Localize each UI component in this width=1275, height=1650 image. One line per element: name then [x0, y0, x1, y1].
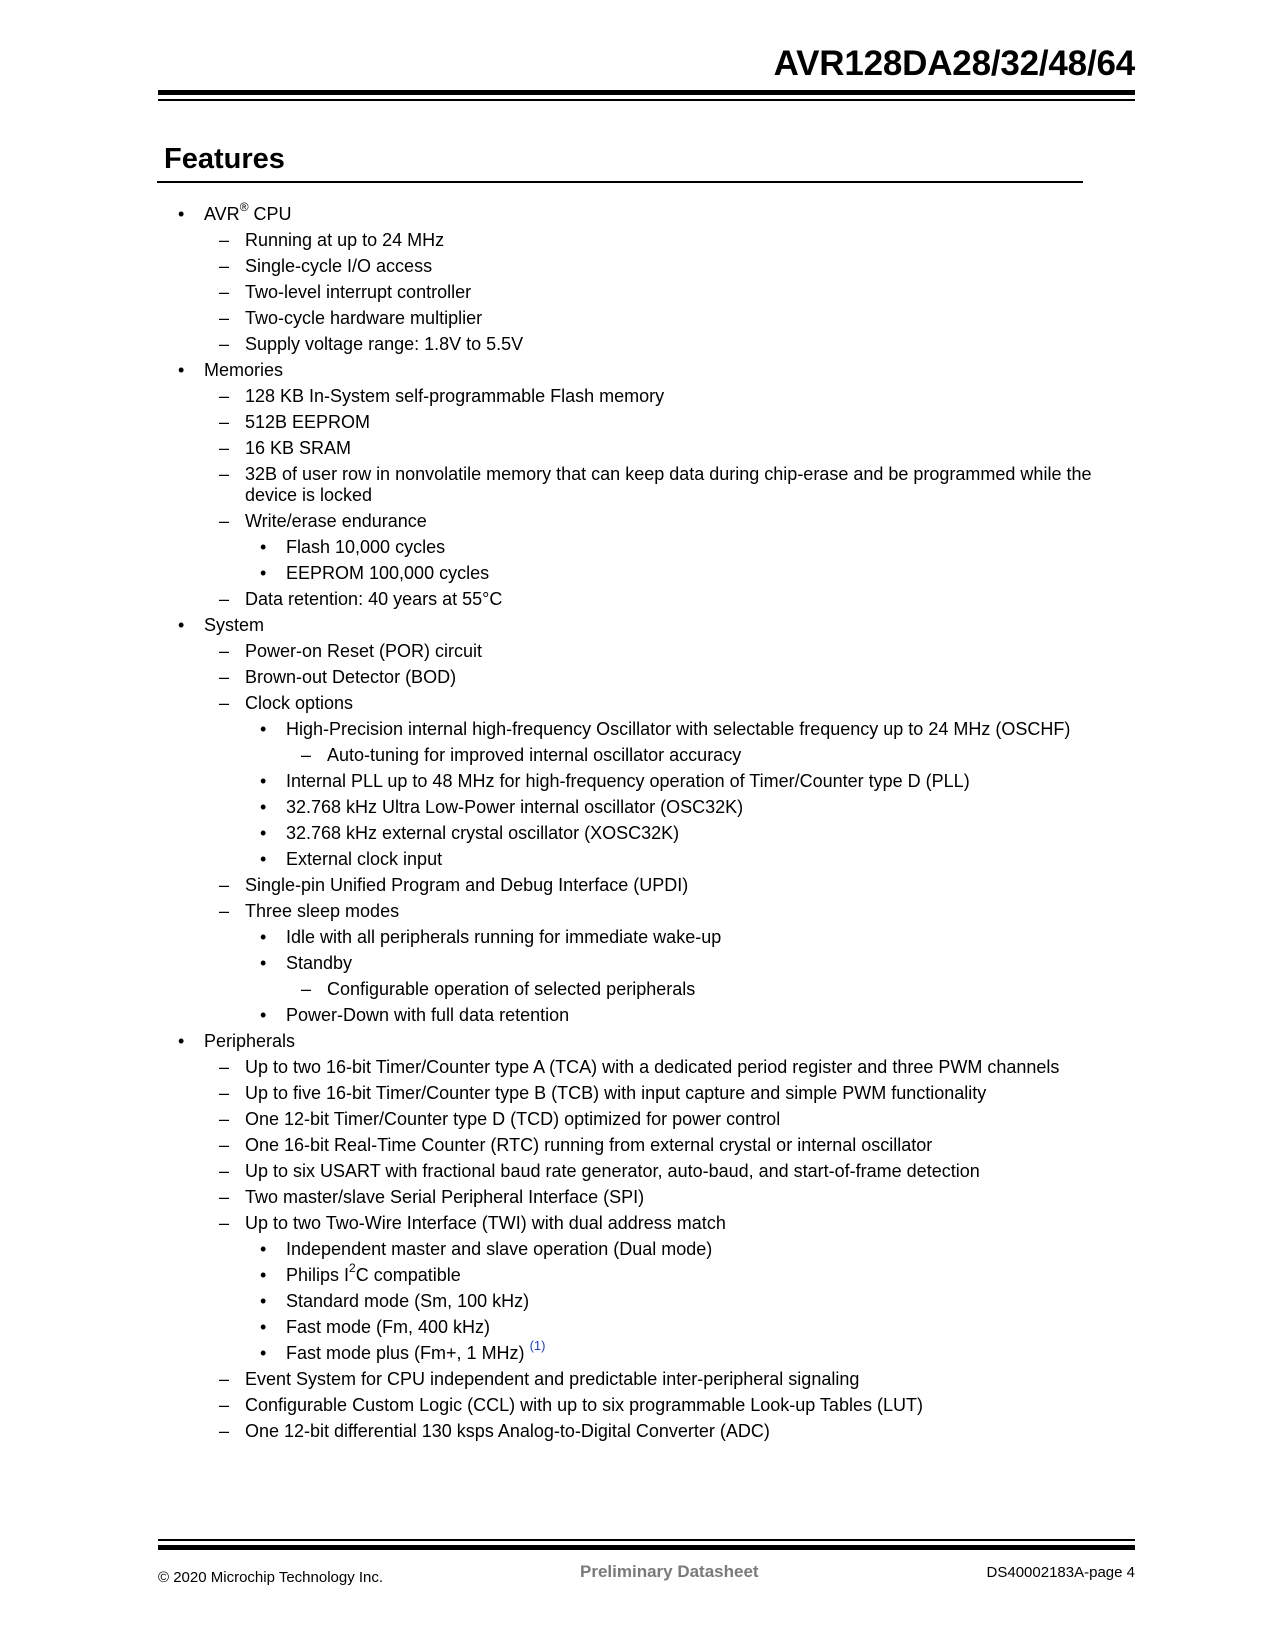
dash-marker: –: [219, 230, 230, 250]
list-item: [0, 589, 1275, 615]
list-item-text: EEPROM 100,000 cycles: [286, 563, 490, 583]
list-item-text: Peripherals: [204, 1031, 296, 1051]
list-item: [0, 771, 1275, 797]
list-item-text: One 12-bit Timer/Counter type D (TCD) optimized for power control: [245, 1109, 781, 1129]
dash-marker: –: [219, 589, 230, 609]
dash-marker: –: [219, 693, 230, 713]
dash-marker: –: [219, 875, 230, 895]
list-item-text: Two master/slave Serial Peripheral Interface (SPI): [245, 1187, 645, 1207]
list-item-text: Memories: [204, 360, 284, 380]
dash-marker: –: [219, 386, 230, 406]
list-item: [0, 953, 1275, 979]
dash-marker: –: [219, 1083, 230, 1103]
copyright: © 2020 Microchip Technology Inc.: [158, 1569, 384, 1586]
list-item-text: Flash 10,000 cycles: [286, 537, 446, 557]
list-item: [0, 230, 1275, 256]
dash-marker: –: [219, 641, 230, 661]
header-rule-thick: [158, 90, 1135, 95]
list-item-text: 32B of user row in nonvolatile memory that can keep data during chip-erase and be programmed while the device is locked: [245, 464, 1092, 505]
bullet-marker: •: [260, 537, 267, 557]
page-number: DS40002183A-page 4: [986, 1564, 1135, 1581]
registered-mark: ®: [239, 200, 249, 214]
list-item-text: Standard mode (Sm, 100 kHz): [286, 1291, 530, 1311]
bullet-marker: •: [178, 1031, 185, 1051]
list-item-text: Up to six USART with fractional baud rate generator, auto-baud, and start-of-frame detection: [245, 1161, 980, 1181]
dash-marker: –: [219, 1421, 230, 1441]
list-item: [0, 1421, 1275, 1447]
list-item: [0, 693, 1275, 719]
superscript-2: 2: [349, 1261, 356, 1275]
list-item: [0, 1317, 1275, 1343]
list-item: [0, 1291, 1275, 1317]
dash-marker: –: [219, 901, 230, 921]
dash-marker: –: [219, 1109, 230, 1129]
list-item-text: Running at up to 24 MHz: [245, 230, 445, 250]
bullet-marker: •: [260, 797, 267, 817]
list-item: [0, 979, 1275, 1005]
list-item-text: Idle with all peripherals running for immediate wake-up: [286, 927, 722, 947]
bullet-marker: •: [260, 1239, 267, 1259]
bullet-marker: •: [178, 204, 185, 224]
section-rule: [157, 181, 1083, 183]
list-item-text: Power-on Reset (POR) circuit: [245, 641, 483, 661]
list-item: [0, 1338, 1275, 1369]
features-list: [0, 200, 1275, 1447]
list-item-text: Write/erase endurance: [245, 511, 427, 531]
footer-rule-thin: [158, 1539, 1135, 1541]
list-item: [0, 927, 1275, 953]
list-item: [0, 334, 1275, 360]
list-item-text: Two-cycle hardware multiplier: [245, 308, 483, 328]
dash-marker: –: [219, 1213, 230, 1233]
bullet-marker: •: [260, 1265, 267, 1285]
footer-rule-thick: [158, 1545, 1135, 1550]
list-item: [0, 875, 1275, 901]
list-item: [0, 1261, 1275, 1291]
list-item-text: 16 KB SRAM: [245, 438, 352, 458]
list-item: [0, 563, 1275, 589]
list-item-system: [0, 615, 1275, 641]
list-item: [0, 1213, 1275, 1239]
list-item: [0, 511, 1275, 537]
list-item: [0, 1057, 1275, 1083]
list-item-text: One 16-bit Real-Time Counter (RTC) running from external crystal or internal oscillator: [245, 1135, 933, 1155]
dash-marker: –: [219, 1187, 230, 1207]
list-item: [0, 1395, 1275, 1421]
dash-marker: –: [219, 412, 230, 432]
dash-marker: –: [219, 334, 230, 354]
bullet-marker: •: [260, 771, 267, 791]
list-item-text: Clock options: [245, 693, 354, 713]
list-item-text: Independent master and slave operation (Dual mode): [286, 1239, 713, 1259]
bullet-marker: •: [260, 953, 267, 973]
list-item: [0, 438, 1275, 464]
philips-text-b: C compatible: [355, 1265, 461, 1285]
list-item: [0, 719, 1275, 745]
dash-marker: –: [219, 1057, 230, 1077]
dash-marker: –: [219, 511, 230, 531]
list-item-text: 128 KB In-System self-programmable Flash memory: [245, 386, 665, 406]
cpu-label-suffix: CPU: [248, 204, 292, 224]
dash-marker: –: [219, 1135, 230, 1155]
list-item: [0, 1109, 1275, 1135]
bullet-marker: •: [260, 1291, 267, 1311]
bullet-marker: •: [178, 360, 185, 380]
list-item: [0, 1239, 1275, 1265]
footnote-link[interactable]: (1): [529, 1338, 546, 1353]
list-item-memories: [0, 360, 1275, 386]
list-item: [0, 282, 1275, 308]
list-item-text: External clock input: [286, 849, 443, 869]
list-item: [0, 464, 1275, 511]
dash-marker: –: [219, 464, 230, 484]
list-item-text: Data retention: 40 years at 55°C: [245, 589, 503, 609]
list-item-text: Internal PLL up to 48 MHz for high-frequency operation of Timer/Counter type D (PLL): [286, 771, 970, 791]
bullet-marker: •: [260, 719, 267, 739]
list-item-text: Single-pin Unified Program and Debug Interface (UPDI): [245, 875, 689, 895]
dash-marker: –: [219, 1369, 230, 1389]
dash-marker: –: [219, 1161, 230, 1181]
list-item-text: Auto-tuning for improved internal oscillator accuracy: [327, 745, 742, 765]
list-item-text: Configurable Custom Logic (CCL) with up to six programmable Look-up Tables (LUT): [245, 1395, 923, 1415]
document-status: Preliminary Datasheet: [580, 1562, 759, 1581]
list-item-text: Fast mode (Fm, 400 kHz): [286, 1317, 491, 1337]
bullet-marker: •: [260, 1317, 267, 1337]
header-rule-thin: [158, 99, 1135, 101]
list-item-text: Standby: [286, 953, 353, 973]
fm-plus-text: Fast mode plus (Fm+, 1 MHz): [286, 1343, 525, 1363]
list-item: [0, 412, 1275, 438]
document-title: AVR128DA28/32/48/64: [773, 44, 1135, 83]
list-item: [0, 1187, 1275, 1213]
dash-marker: –: [301, 979, 312, 999]
list-item: [0, 256, 1275, 282]
list-item-cpu: [0, 200, 1275, 230]
bullet-marker: •: [260, 823, 267, 843]
list-item-text: High-Precision internal high-frequency Oscillator with selectable frequency up to 24 MHz (OSCHF): [286, 719, 1071, 739]
dash-marker: –: [219, 282, 230, 302]
list-item: [0, 1369, 1275, 1395]
bullet-marker: •: [260, 1005, 267, 1025]
dash-marker: –: [219, 256, 230, 276]
list-item-text: Configurable operation of selected peripherals: [327, 979, 696, 999]
list-item: [0, 537, 1275, 563]
dash-marker: –: [219, 438, 230, 458]
list-item-text: 32.768 kHz external crystal oscillator (XOSC32K): [286, 823, 680, 843]
list-item: [0, 1083, 1275, 1109]
list-item: [0, 1161, 1275, 1187]
list-item-text: Supply voltage range: 1.8V to 5.5V: [245, 334, 524, 354]
list-item: [0, 1135, 1275, 1161]
bullet-marker: •: [260, 927, 267, 947]
list-item: [0, 1005, 1275, 1031]
list-item-text: System: [204, 615, 265, 635]
bullet-marker: •: [260, 1343, 267, 1363]
dash-marker: –: [219, 667, 230, 687]
philips-text-a: Philips I: [286, 1265, 350, 1285]
dash-marker: –: [219, 1395, 230, 1415]
list-item-text: Up to two 16-bit Timer/Counter type A (TCA) with a dedicated period register and three PWM channels: [245, 1057, 1060, 1077]
list-item: [0, 641, 1275, 667]
list-item-text: Single-cycle I/O access: [245, 256, 433, 276]
list-item: [0, 797, 1275, 823]
list-item: [0, 901, 1275, 927]
list-item: [0, 849, 1275, 875]
list-item: [0, 386, 1275, 412]
list-item-text: Up to five 16-bit Timer/Counter type B (TCB) with input capture and simple PWM functionality: [245, 1083, 987, 1103]
bullet-marker: •: [260, 849, 267, 869]
dash-marker: –: [219, 308, 230, 328]
bullet-marker: •: [260, 563, 267, 583]
list-item-text: Event System for CPU independent and predictable inter-peripheral signaling: [245, 1369, 860, 1389]
list-item-text: Power-Down with full data retention: [286, 1005, 570, 1025]
list-item-text: Up to two Two-Wire Interface (TWI) with dual address match: [245, 1213, 726, 1233]
list-item-text: 512B EEPROM: [245, 412, 371, 432]
section-title: Features: [164, 143, 285, 175]
list-item-text: Brown-out Detector (BOD): [245, 667, 457, 687]
list-item-text: Two-level interrupt controller: [245, 282, 472, 302]
list-item-peripherals: [0, 1031, 1275, 1057]
list-item-text: 32.768 kHz Ultra Low-Power internal oscillator (OSC32K): [286, 797, 744, 817]
list-item: [0, 745, 1275, 771]
bullet-marker: •: [178, 615, 185, 635]
dash-marker: –: [301, 745, 312, 765]
cpu-label: AVR: [204, 204, 240, 224]
list-item: [0, 308, 1275, 334]
list-item-text: Three sleep modes: [245, 901, 400, 921]
list-item: [0, 823, 1275, 849]
list-item-text: One 12-bit differential 130 ksps Analog-to-Digital Converter (ADC): [245, 1421, 770, 1441]
list-item: [0, 667, 1275, 693]
